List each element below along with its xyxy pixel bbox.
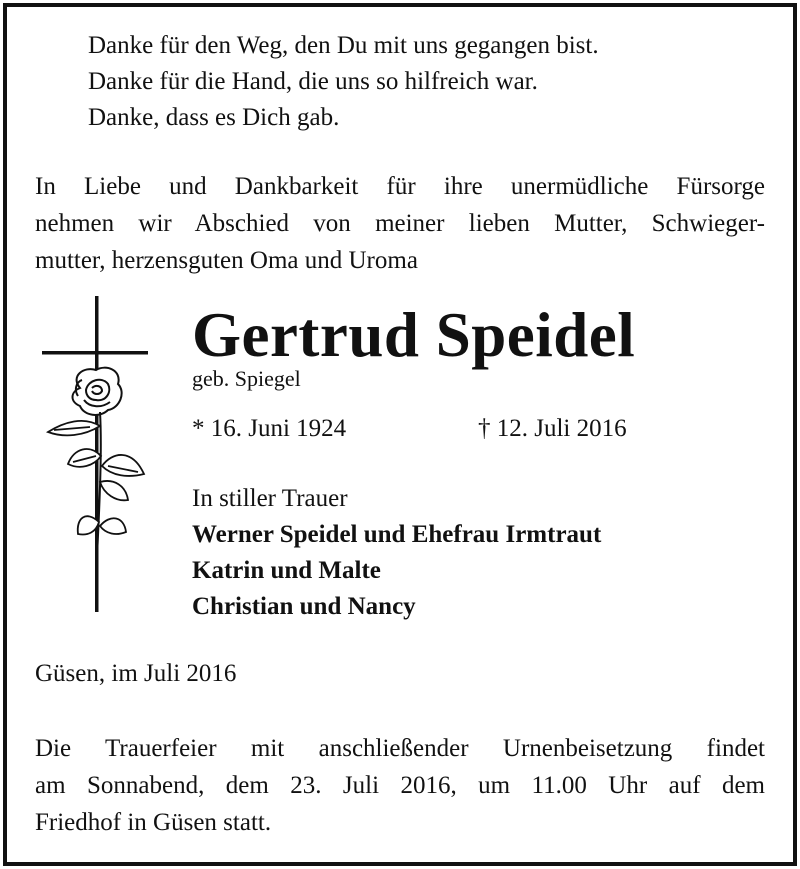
place-date: Güsen, im Juli 2016 <box>35 660 237 687</box>
funeral-notice <box>35 730 765 841</box>
birth-date: * 16. Juni 1924 <box>192 415 347 442</box>
mourner-name: Katrin und Malte <box>192 557 381 584</box>
funeral-line: am Sonnabend, dem 23. Juli 2016, um 11.00 Uhr auf dem <box>35 772 765 799</box>
cross-with-rose-icon <box>40 296 150 616</box>
intro-line: nehmen wir Abschied von meiner lieben Mutter, Schwieger- <box>35 210 765 237</box>
poem-line: Danke, dass es Dich gab. <box>88 104 340 131</box>
poem <box>88 28 599 136</box>
funeral-line: Die Trauerfeier mit anschließender Urnenbeisetzung findet <box>35 735 765 762</box>
death-date: † 12. Juli 2016 <box>478 415 627 442</box>
poem-line: Danke für die Hand, die uns so hilfreich war. <box>88 68 538 95</box>
mourner-name: Werner Speidel und Ehefrau Irmtraut <box>192 521 602 548</box>
mourners-block <box>192 481 601 625</box>
deceased-name: Gertrud Speidel <box>192 300 636 370</box>
poem-line: Danke für den Weg, den Du mit uns gegangen bist. <box>88 32 599 59</box>
intro-paragraph <box>35 168 765 279</box>
funeral-line: Friedhof in Güsen statt. <box>35 809 272 836</box>
intro-line: mutter, herzensguten Oma und Uroma <box>35 247 418 274</box>
maiden-name: geb. Spiegel <box>192 366 301 391</box>
mourner-name: Christian und Nancy <box>192 593 416 620</box>
intro-line: In Liebe und Dankbarkeit für ihre unermüdliche Fürsorge <box>35 173 765 200</box>
mourners-intro: In stiller Trauer <box>192 485 348 512</box>
